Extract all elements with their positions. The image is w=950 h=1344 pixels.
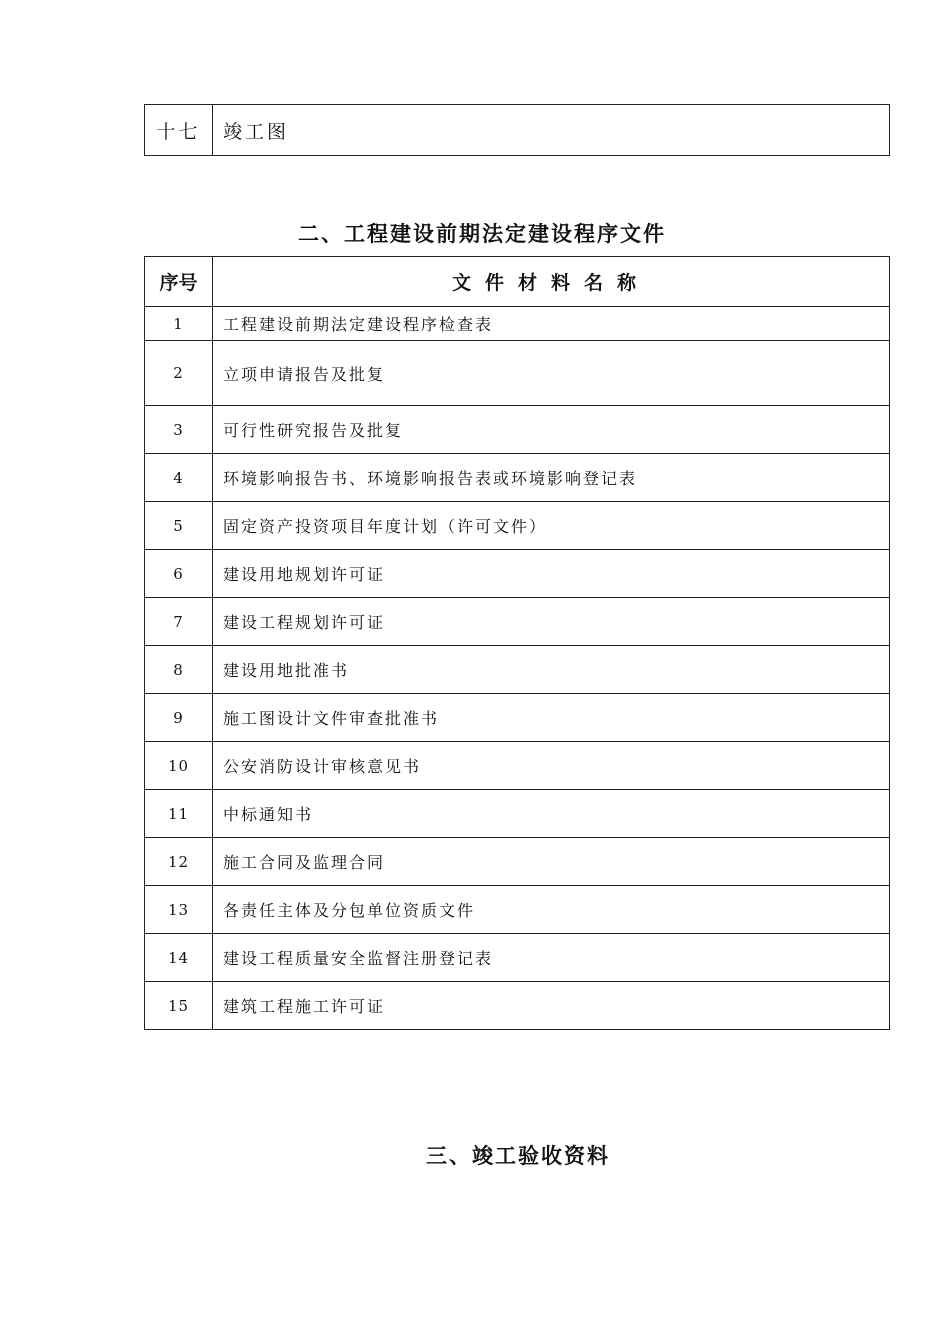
row-number: 7	[145, 598, 213, 646]
row-number: 1	[145, 307, 213, 341]
row-number: 14	[145, 934, 213, 982]
header-name: 文件材料名称	[213, 257, 890, 307]
top-table	[144, 104, 890, 156]
table-row	[145, 454, 890, 502]
table-row	[145, 646, 890, 694]
section-title-2: 二、工程建设前期法定建设程序文件	[298, 221, 666, 246]
row-name: 建设用地批准书	[213, 646, 890, 694]
row-name: 公安消防设计审核意见书	[213, 742, 890, 790]
row-number: 6	[145, 550, 213, 598]
row-name: 环境影响报告书、环境影响报告表或环境影响登记表	[213, 454, 890, 502]
header-number: 序号	[145, 257, 213, 307]
row-name: 建筑工程施工许可证	[213, 982, 890, 1030]
row-number: 十七	[145, 105, 213, 156]
table-row	[145, 886, 890, 934]
row-name: 施工图设计文件审查批准书	[213, 694, 890, 742]
table-row	[145, 307, 890, 341]
row-number: 2	[145, 341, 213, 406]
table-row	[145, 502, 890, 550]
row-name: 建设用地规划许可证	[213, 550, 890, 598]
row-number: 10	[145, 742, 213, 790]
row-number: 12	[145, 838, 213, 886]
row-name: 施工合同及监理合同	[213, 838, 890, 886]
row-name: 中标通知书	[213, 790, 890, 838]
row-number: 3	[145, 406, 213, 454]
table-row	[145, 406, 890, 454]
table-row	[145, 790, 890, 838]
row-number: 8	[145, 646, 213, 694]
row-number: 4	[145, 454, 213, 502]
table-row	[145, 982, 890, 1030]
table-row	[145, 598, 890, 646]
row-name: 建设工程质量安全监督注册登记表	[213, 934, 890, 982]
table-row	[145, 550, 890, 598]
row-number: 13	[145, 886, 213, 934]
row-number: 9	[145, 694, 213, 742]
document-list-table	[144, 256, 890, 1030]
section-title-3: 三、竣工验收资料	[426, 1143, 610, 1168]
table-row	[145, 105, 890, 156]
table-row	[145, 934, 890, 982]
row-number: 15	[145, 982, 213, 1030]
row-name: 建设工程规划许可证	[213, 598, 890, 646]
row-name: 可行性研究报告及批复	[213, 406, 890, 454]
row-name: 各责任主体及分包单位资质文件	[213, 886, 890, 934]
table-row	[145, 838, 890, 886]
row-number: 11	[145, 790, 213, 838]
row-name: 固定资产投资项目年度计划（许可文件）	[213, 502, 890, 550]
row-name: 立项申请报告及批复	[213, 341, 890, 406]
table-header-row	[145, 257, 890, 307]
table-row	[145, 341, 890, 406]
table-row	[145, 742, 890, 790]
row-name: 工程建设前期法定建设程序检查表	[213, 307, 890, 341]
table-row	[145, 694, 890, 742]
row-name: 竣工图	[213, 105, 890, 156]
row-number: 5	[145, 502, 213, 550]
